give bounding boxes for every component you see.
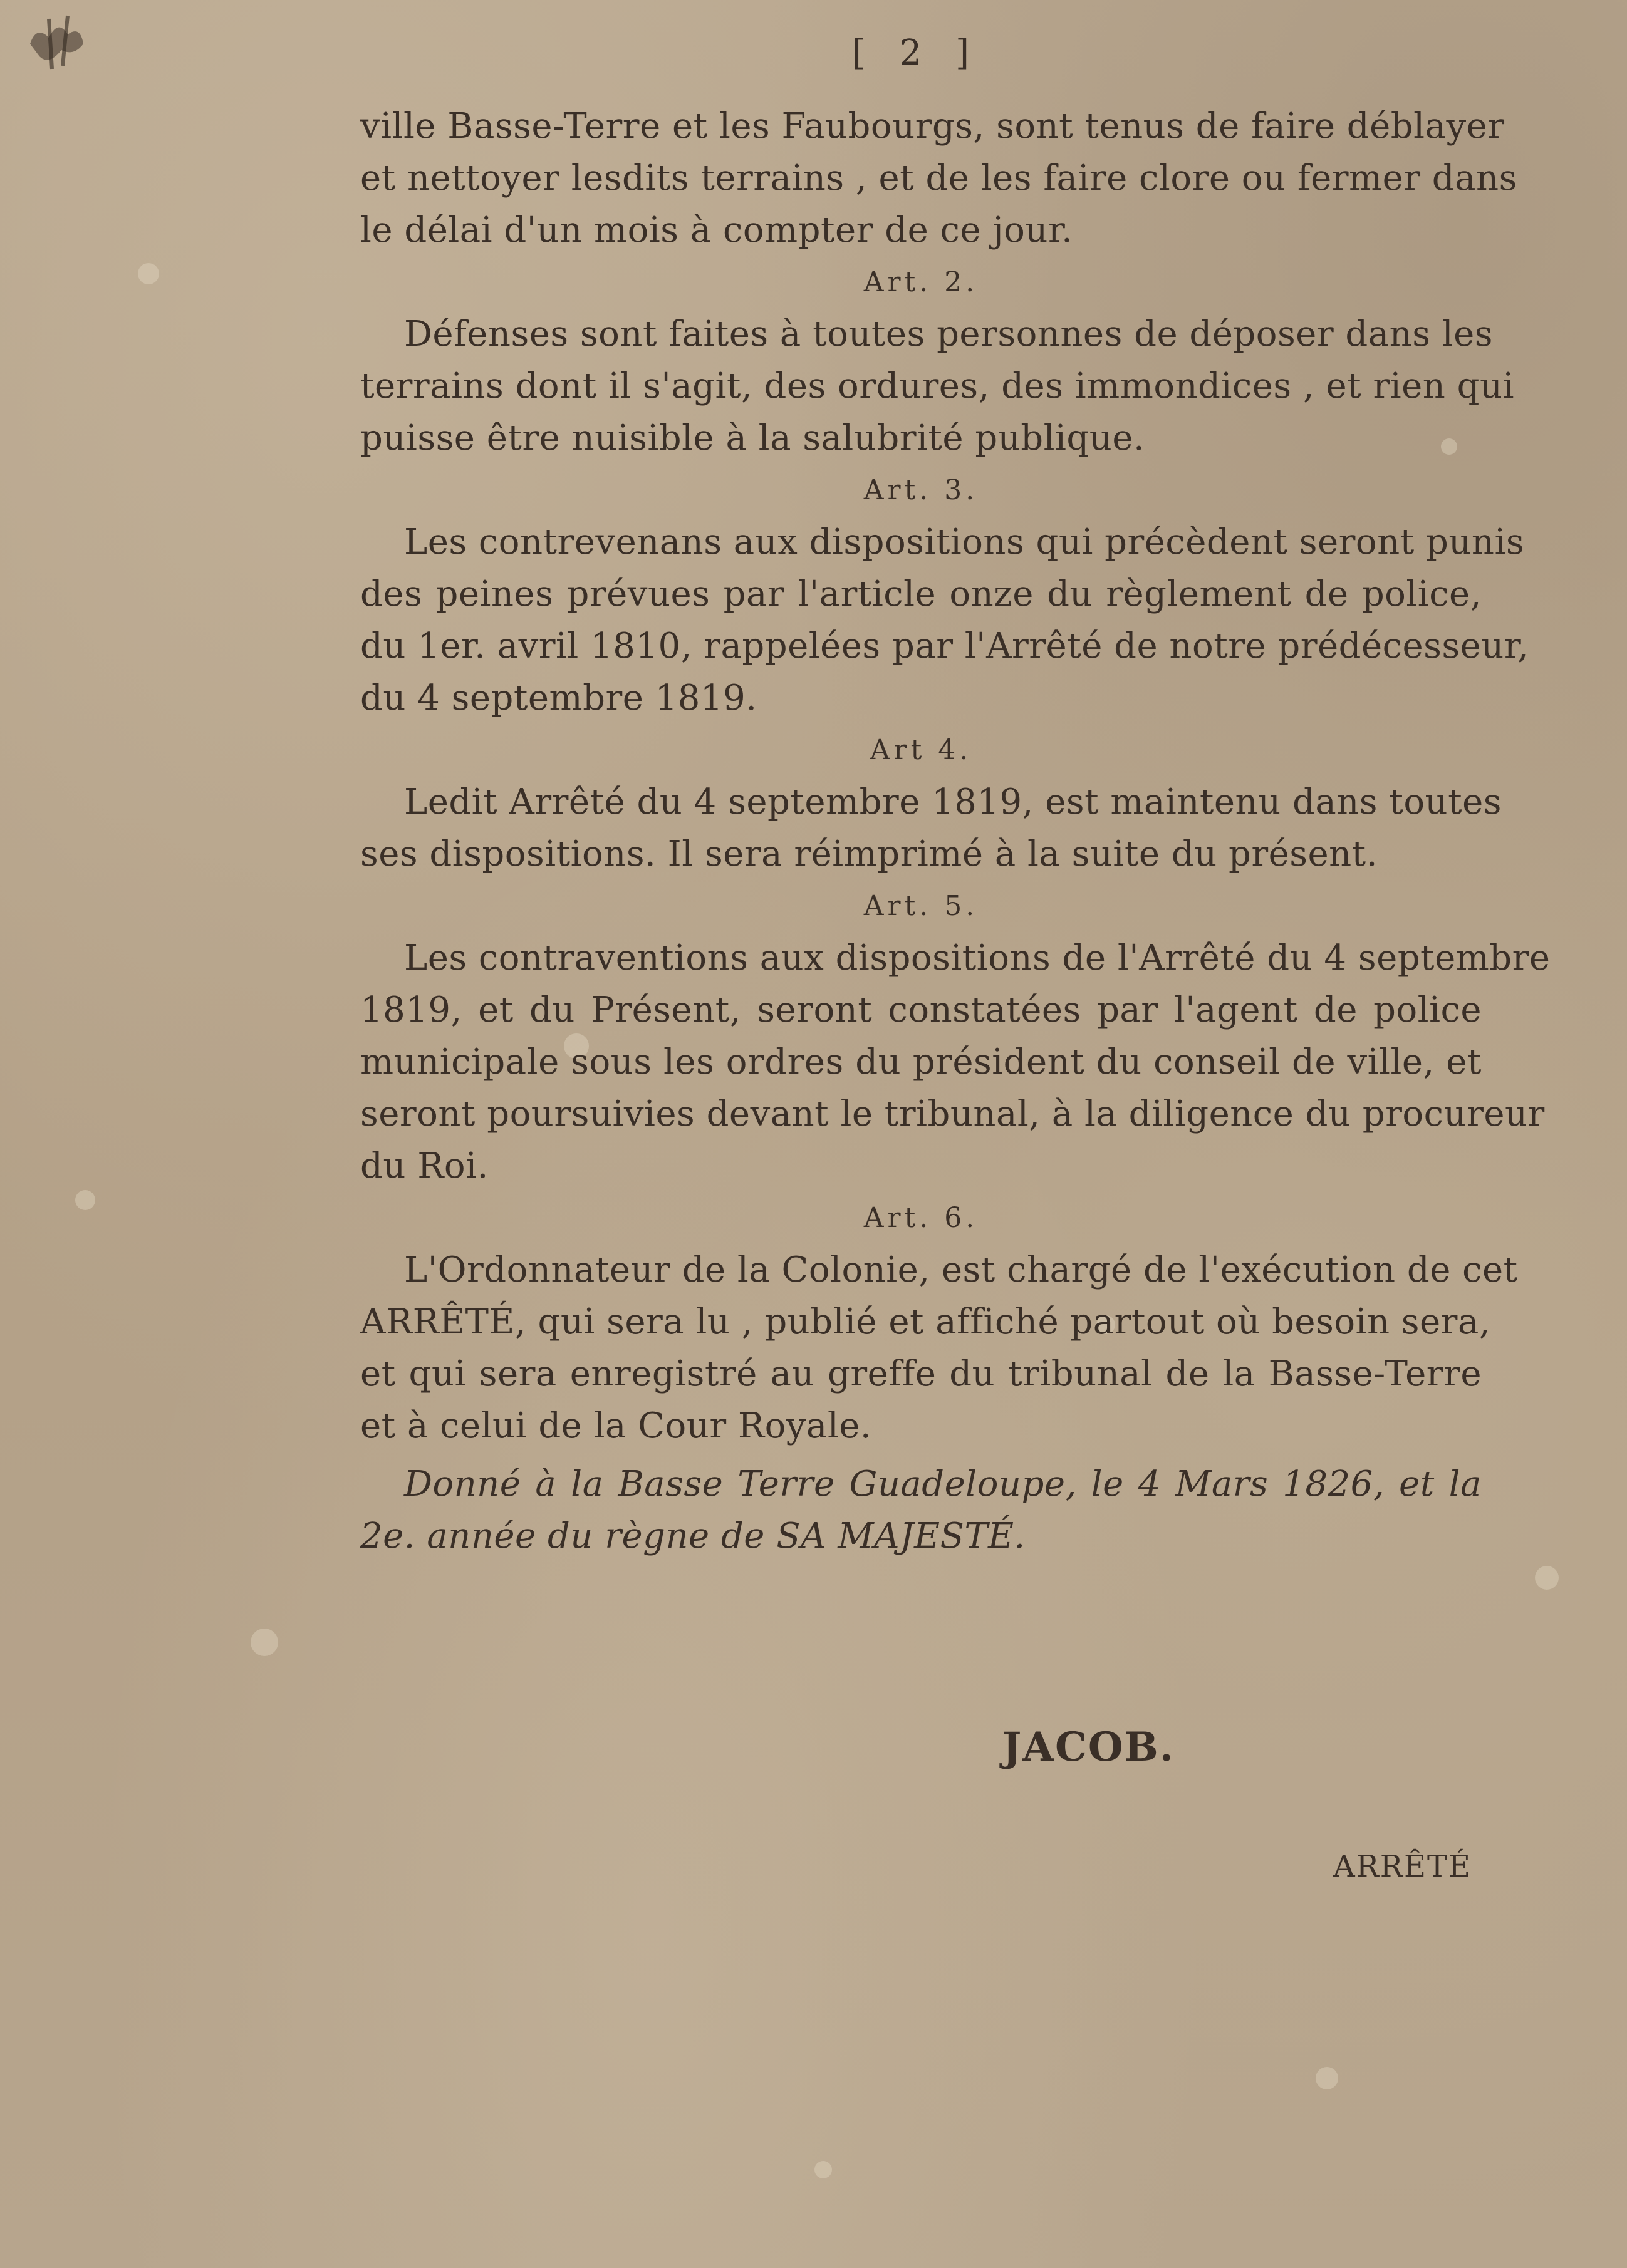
text-line: et nettoyer lesdits terrains , et de les faire clore ou fermer dans — [360, 158, 1517, 199]
text-line: et qui sera enregistré au greffe du tribunal de la Basse-Terre — [360, 1354, 1482, 1394]
paper-speck — [138, 263, 159, 284]
text-line: ville Basse-Terre et les Faubourgs, sont tenus de faire déblayer — [360, 106, 1505, 147]
text-line: L'Ordonnateur de la Colonie, est chargé de l'exécution de cet — [404, 1250, 1518, 1290]
signature: JACOB. — [1002, 1724, 1175, 1771]
article-6 — [360, 1192, 1518, 1452]
text-line: ARRÊTÉ, qui sera lu , publié et affiché partout où besoin sera, — [360, 1302, 1491, 1342]
text-line: 1819, et du Présent, seront constatées par l'agent de police — [360, 990, 1482, 1030]
paper-speck — [75, 1190, 95, 1210]
document-body — [360, 100, 1551, 1562]
article-2 — [360, 256, 1514, 464]
text-line: Ledit Arrêté du 4 septembre 1819, est maintenu dans toutes — [404, 782, 1502, 822]
text-line: seront poursuivies devant le tribunal, à la diligence du procureur — [360, 1094, 1545, 1134]
paper-speck — [1535, 1566, 1559, 1590]
article-heading: Art. 5. — [863, 890, 979, 922]
text-line: puisse être nuisible à la salubrité publique. — [360, 418, 1145, 458]
paper-speck — [251, 1629, 278, 1656]
text-line: Donné à la Basse Terre Guadeloupe, le 4 Mars 1826, et la — [404, 1464, 1482, 1504]
paper-speck — [814, 2161, 832, 2178]
paper-speck — [1316, 2067, 1338, 2089]
text-line: terrains dont il s'agit, des ordures, des immondices , et rien qui — [360, 366, 1514, 406]
article-heading: Art 4. — [870, 734, 972, 766]
text-line: du 1er. avril 1810, rappelées par l'Arrêté de notre prédécesseur, — [360, 626, 1529, 666]
text-line: Les contraventions aux dispositions de l'Arrêté du 4 septembre — [404, 938, 1551, 978]
text-line: des peines prévues par l'article onze du règlement de police, — [360, 574, 1482, 614]
text-line: le délai d'un mois à compter de ce jour. — [360, 210, 1073, 251]
text-line: ses dispositions. Il sera réimprimé à la suite du présent. — [360, 834, 1378, 874]
article-1-continuation — [360, 100, 1517, 256]
article-heading: Art. 6. — [863, 1202, 979, 1234]
catchword: ARRÊTÉ — [1333, 1849, 1472, 1884]
text-line: du Roi. — [360, 1146, 489, 1186]
article-3 — [360, 464, 1529, 724]
closing-paragraph — [360, 1458, 1482, 1562]
page-number: [ 2 ] — [852, 33, 980, 73]
article-heading: Art. 2. — [863, 266, 979, 298]
ink-blot-mark — [24, 6, 99, 81]
text-line: municipale sous les ordres du président du conseil de ville, et — [360, 1042, 1482, 1082]
text-line: et à celui de la Cour Royale. — [360, 1406, 872, 1446]
text-line: du 4 septembre 1819. — [360, 678, 757, 718]
text-line: Les contrevenans aux dispositions qui précèdent seront punis — [404, 522, 1525, 562]
article-heading: Art. 3. — [863, 474, 979, 506]
article-5 — [360, 880, 1551, 1192]
text-line: Défenses sont faites à toutes personnes de déposer dans les — [404, 314, 1494, 355]
text-line: 2e. année du règne de SA MAJESTÉ. — [360, 1516, 1026, 1556]
article-4 — [360, 724, 1502, 880]
